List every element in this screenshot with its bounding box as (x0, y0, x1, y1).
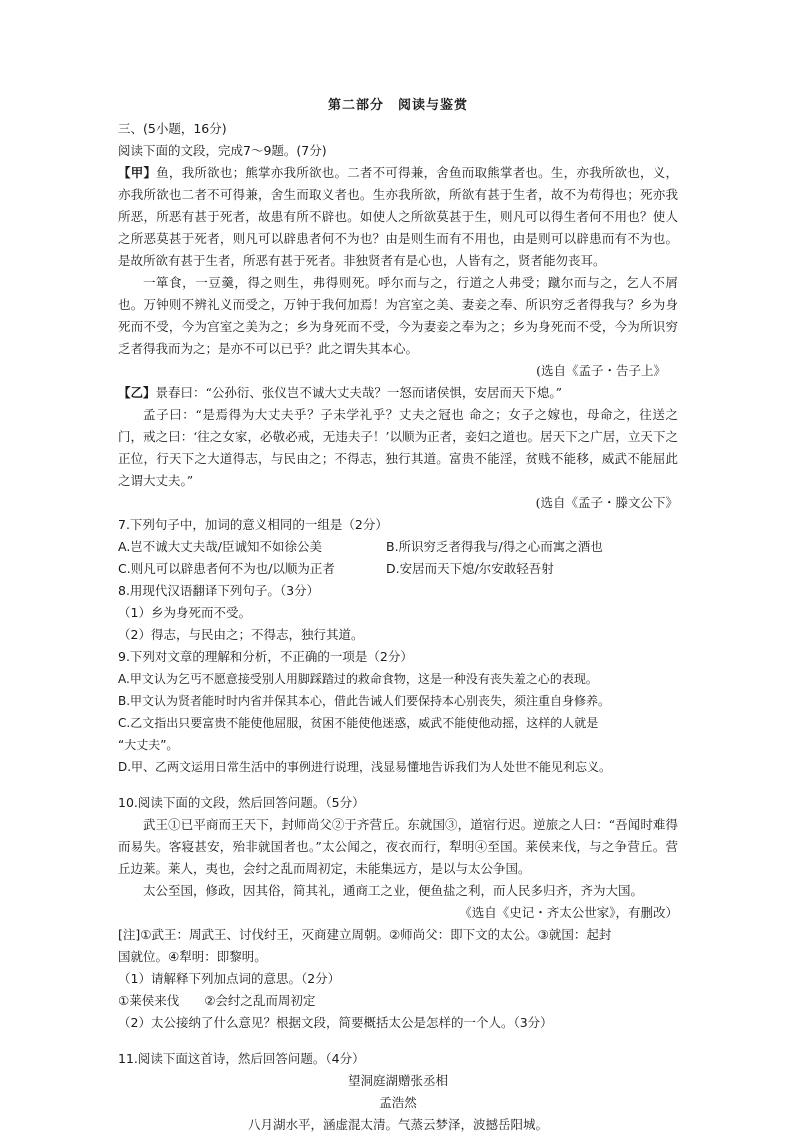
passage-jia-source: (选自《孟子・告子上》 (536, 363, 666, 378)
poem-title: 望洞庭湖赠张丞相 (347, 1073, 448, 1088)
q8-sentence-2: （2）得志，与民由之；不得志，独行其道。 (118, 627, 364, 642)
q10-sub2: （2）太公接纳了什么意见？根据文段，简要概括太公是怎样的一个人。（3分） (118, 1015, 553, 1030)
passage-jia-para1 (118, 162, 678, 272)
q8-sentence-1: （1）乡为身死而不受。 (118, 605, 251, 620)
passage-jia-para2: 一箪食，一豆羹，得之则生，弗得则死。呼尔而与之，行道之人弗受；蹴尔而与之，乞人不屑也。万钟则不辨礼义而受之，万钟于我何加焉！为宫室之美、妻妾之奉、所识穷乏者得我与？乡为身死而不受，今为宫室之美为之；乡为身死而不受，今为妻妾之奉为之；乡为身死而不受，今为所识穷乏者得我而为之；是亦不可以已乎？此之谓失其本心。 (118, 275, 678, 356)
q10-sub1-items: ①莱侯来伐 ②会纣之乱而周初定 (118, 993, 316, 1008)
q7-option-c: C.则凡可以辟患者何不为也/以顺为正者 (118, 561, 335, 576)
q7-option-b: B.所识穷乏者得我与/得之心而寓之酒也 (386, 539, 603, 554)
section-heading: 三、(5小题，16分) (118, 121, 227, 136)
exam-page (118, 96, 678, 1136)
q9-option-d: D.甲、乙两文运用日常生活中的事例进行说理，浅显易懂地告诉我们为人处世不能见利忘义。 (118, 760, 612, 774)
section-intro: 阅读下面的文段，完成7～9题。(7分) (118, 143, 327, 158)
spacer (118, 1034, 678, 1048)
q7-row2 (118, 558, 678, 580)
passage-yi-marker: 【乙】 (118, 385, 156, 400)
q7-row1 (118, 536, 678, 558)
q10-source: 《选自《史记・齐太公世家》，有删改） (459, 905, 678, 920)
spacer (118, 778, 678, 792)
q10-sub1: （1）请解释下列加点词的意思。（2分） (118, 971, 341, 986)
q10-passage-para2: 太公至国，修政，因其俗，简其礼，通商工之业，便鱼盐之利，而人民多归齐，齐为大国。 (143, 883, 644, 898)
q9-option-c-line2: “大丈夫”。 (118, 738, 179, 752)
q9-option-c-line1: C.乙文指出只要富贵不能使他屈服，贫困不能使他迷惑，威武不能使他动摇，这样的人就是 (118, 716, 599, 730)
passage-yi-source: (选自《孟子・滕文公下》 (535, 495, 678, 510)
q10-stem: 10.阅读下面的文段，然后回答问题。（5分） (118, 795, 365, 810)
passage-yi-para2: 孟子曰：“是焉得为大丈夫乎？子未学礼乎？丈夫之冠也 命之；女子之嫁也，母命之，往送之门，戒之曰：‘往之女家，必敬必戒，无违夫子！’以顺为正者，妾妇之道也。居天下之广居，立天下之正位，行天下之大道得志，与民由之；不得志，独行其道。富贵不能淫，贫贱不能移，威武不能屈此之谓大丈夫。” (118, 407, 678, 488)
q7-option-a: A.岂不诚大丈夫哉/臣诚知不如徐公美 (118, 539, 323, 554)
q10-note-line1: [注]①武王：周武王、讨伐纣王，灭商建立周朝。②师尚父：即下文的太公。③就国：起封 (118, 927, 612, 942)
passage-yi-text1: 景春曰：“公孙衍、张仪岂不诚大丈夫哉？一怒而诸侯惧，安居而天下熄。” (155, 385, 563, 400)
q7-option-d: D.安居而天下熄/尔安敢轻吾射 (386, 561, 554, 576)
q9-option-b: B.甲文认为贤者能时时内省并保其本心，借此告诫人们要保持本心别丧失，须注重自身修养。 (118, 694, 611, 708)
q8-stem: 8.用现代汉语翻译下列句子。（3分） (118, 583, 320, 598)
part-title: 第二部分 阅读与鉴赏 (327, 98, 468, 113)
passage-yi-para1 (118, 382, 678, 404)
passage-jia-marker: 【甲】 (118, 165, 157, 180)
q10-note-line2: 国就位。④犁明：即黎明。 (118, 949, 267, 964)
q9-option-a: A.甲文认为乞丐不愿意接受别人用脚踩踏过的救命食物，这是一种没有丧失羞之心的表现。 (118, 672, 598, 686)
q7-stem: 7.下列句子中，加词的意义相同的一组是（2分） (118, 517, 388, 532)
q9-stem: 9.下列对文章的理解和分析，不正确的一项是（2分） (118, 649, 413, 664)
passage-jia-text1: 鱼，我所欲也；熊掌亦我所欲也。二者不可得兼，舍鱼而取熊掌者也。生，亦我所欲也，义，亦我所欲也二者不可得兼，舍生而取义者也。生亦我所欲，所欲有甚于生者，故不为苟得也；死亦我所恶，所恶有甚于死者，故患有所不辟也。如使人之所欲莫甚于生，则凡可以得生者何不用也？使人之所恶莫甚于死者，则凡可以辟患者何不为也？由是则生而有不用也，由是则可以辟患而有不为也。是故所欲有甚于生者，所恶有甚于死者。非独贤者有是心也，人皆有之，贤者能勿丧耳。 (118, 165, 678, 268)
q10-passage-para1: 武王①已平商而王天下，封师尚父②于齐营丘。东就国③，道宿行迟。逆旅之人曰：“吾闻时难得而易失。客寝甚安，殆非就国者也。”太公闻之，夜衣而行，犁明④至国。莱侯来伐，与之争营丘。营丘边莱。莱人，夷也，会纣之乱而周初定，未能集远方，是以与太公争国。 (118, 817, 678, 876)
poem-line-1: 八月湖水平，涵虚混太清。气蒸云梦泽，波撼岳阳城。 (247, 1117, 548, 1132)
q11-stem: 11.阅读下面这首诗，然后回答问题。（4分） (118, 1051, 365, 1066)
poem-author: 孟浩然 (379, 1095, 417, 1110)
